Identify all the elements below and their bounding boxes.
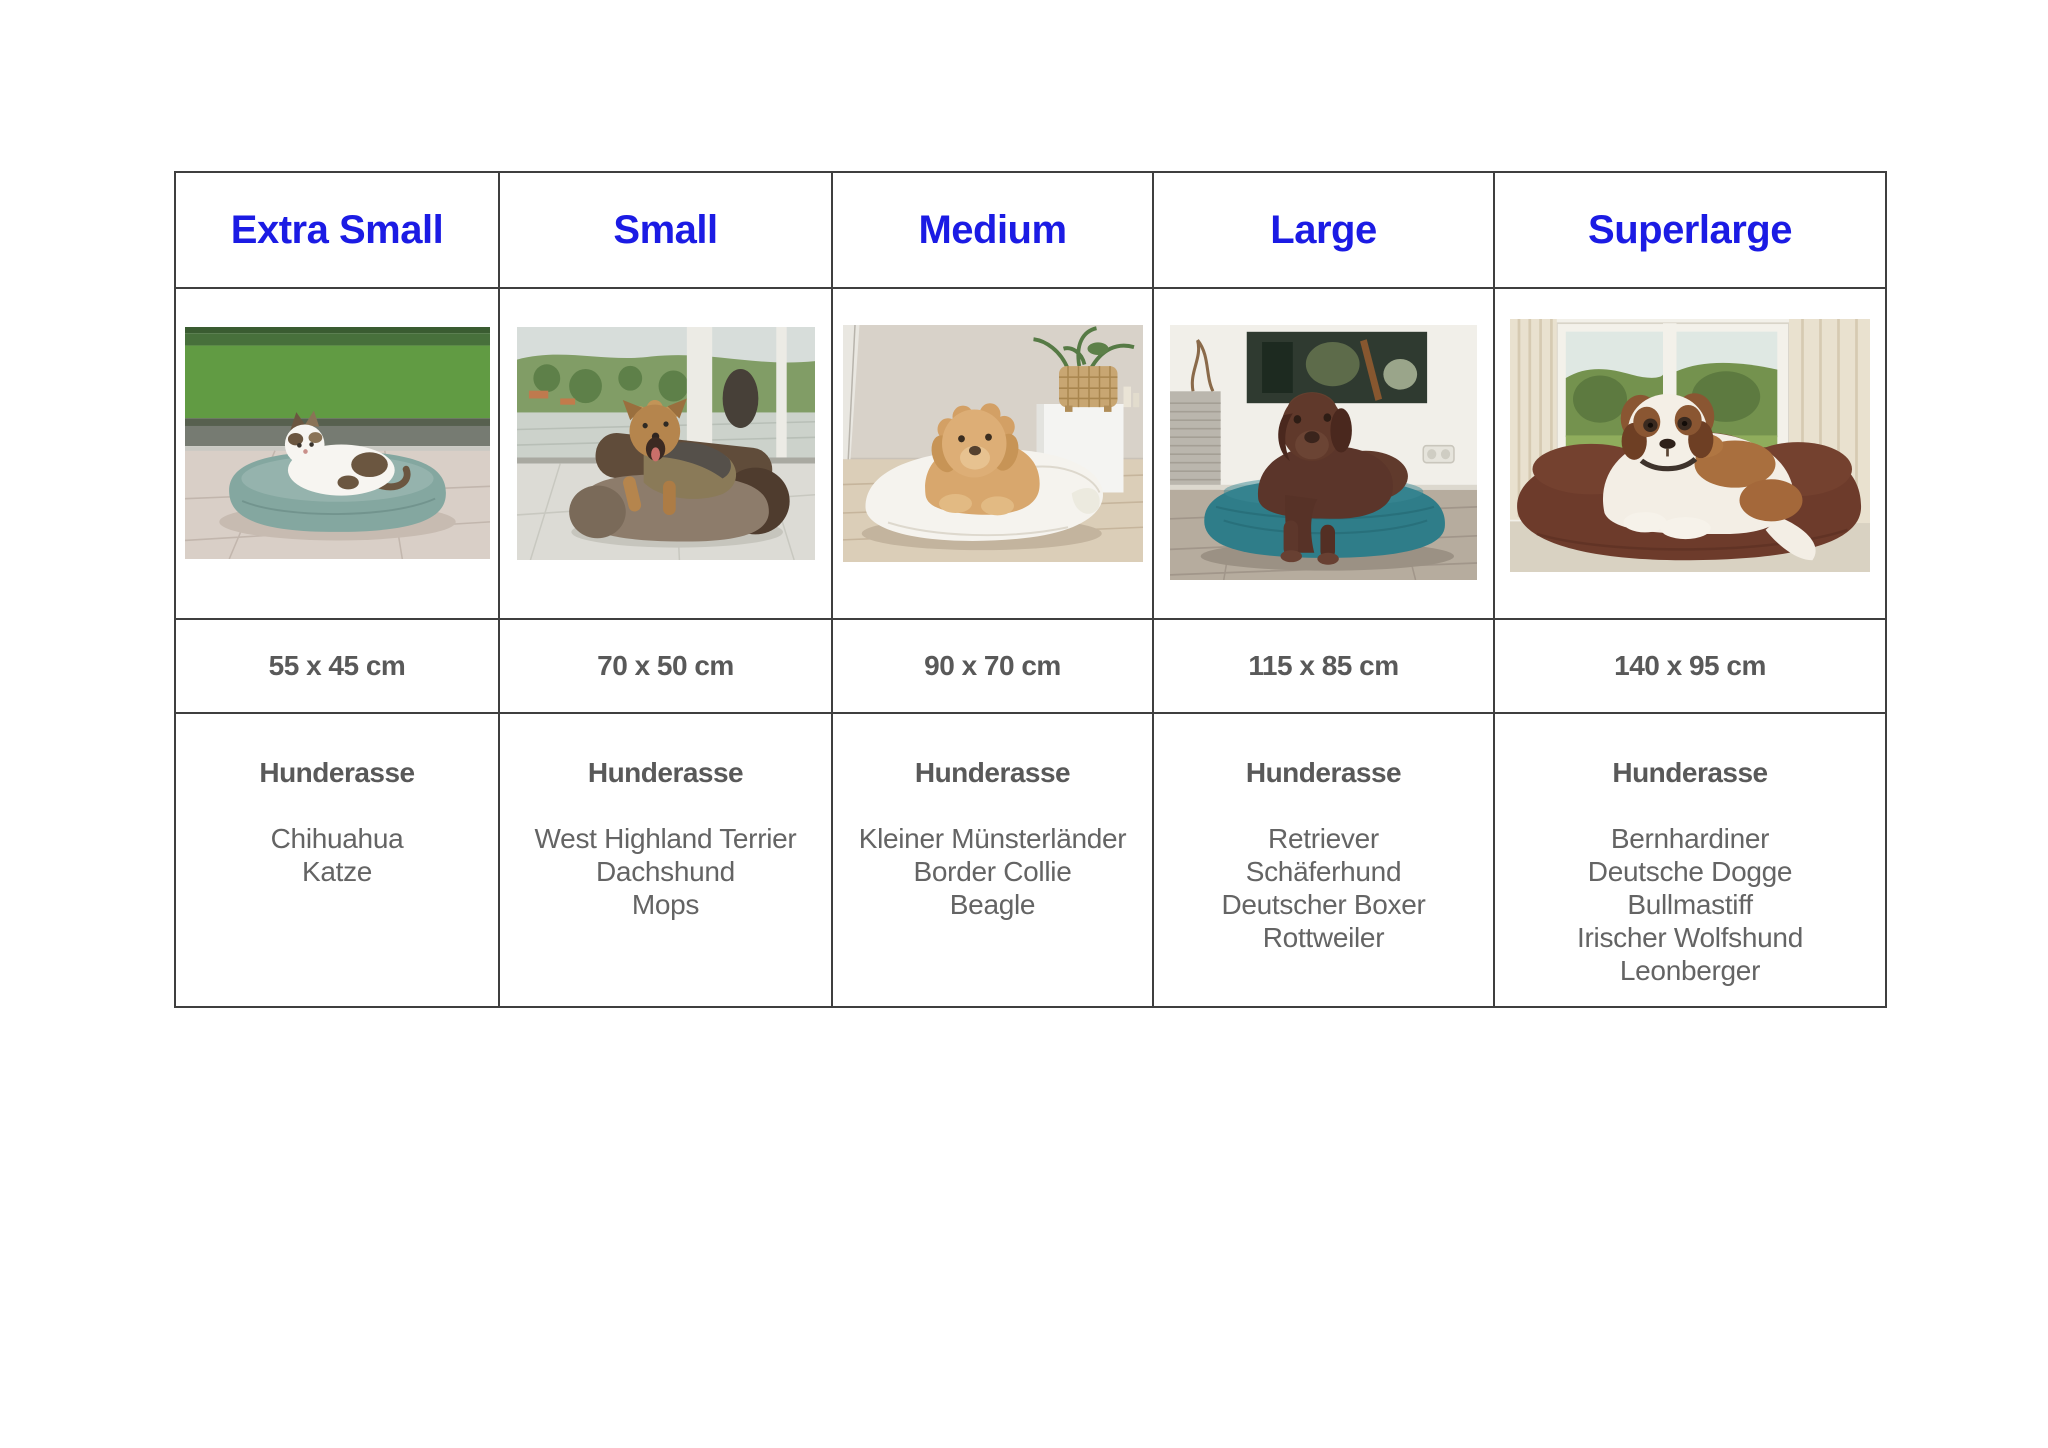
size-cell-medium	[833, 620, 1154, 714]
column-header-label: Medium	[918, 207, 1067, 252]
size-cell-small	[500, 620, 833, 714]
breed-item: Schäferhund	[1245, 856, 1402, 887]
column-header-label: Small	[613, 207, 718, 252]
photo-cell-large	[1154, 289, 1495, 620]
breed-list	[1577, 822, 1803, 987]
column-header-small	[500, 173, 833, 289]
product-photo-extra-small	[185, 327, 490, 559]
breed-item: Katze	[301, 856, 373, 887]
breed-item: West Highland Terrier	[534, 823, 797, 854]
product-photo-superlarge	[1510, 319, 1870, 572]
breeds-cell-large	[1154, 714, 1495, 1006]
breed-list	[271, 822, 404, 888]
photo-cell-superlarge	[1495, 289, 1885, 620]
breed-item: Bullmastiff	[1627, 889, 1753, 920]
breed-item: Chihuahua	[270, 823, 404, 854]
breed-item: Beagle	[949, 889, 1036, 920]
size-cell-superlarge	[1495, 620, 1885, 714]
bed-size-label: 70 x 50 cm	[597, 650, 734, 681]
photo-cell-small	[500, 289, 833, 620]
breeds-title: Hunderasse	[914, 757, 1071, 788]
photo-illustration-doodle-on-white-bed	[843, 325, 1143, 562]
column-header-label: Large	[1270, 207, 1377, 252]
size-cell-extra-small	[176, 620, 500, 714]
photo-cell-extra-small	[176, 289, 500, 620]
breed-item: Mops	[631, 889, 700, 920]
photo-illustration-labrador-on-teal-bed	[1170, 325, 1477, 580]
breed-item: Kleiner Münsterländer	[858, 823, 1127, 854]
breed-item: Dachshund	[596, 856, 735, 887]
product-photo-medium	[843, 325, 1143, 562]
size-cell-large	[1154, 620, 1495, 714]
column-header-large	[1154, 173, 1495, 289]
breed-item: Retriever	[1268, 823, 1379, 854]
breed-item: Leonberger	[1619, 955, 1761, 986]
photo-cell-medium	[833, 289, 1154, 620]
breeds-title: Hunderasse	[1245, 757, 1402, 788]
breed-item: Rottweiler	[1262, 922, 1385, 953]
bed-size-label: 115 x 85 cm	[1248, 650, 1399, 681]
bed-size-label: 140 x 95 cm	[1614, 650, 1766, 681]
column-header-superlarge	[1495, 173, 1885, 289]
bed-size-label: 55 x 45 cm	[268, 650, 406, 681]
column-header-label: Superlarge	[1588, 207, 1792, 252]
breeds-title: Hunderasse	[1612, 757, 1768, 788]
breed-item: Irischer Wolfshund	[1577, 922, 1803, 953]
breed-list	[535, 822, 797, 921]
breed-item: Border Collie	[913, 856, 1072, 887]
breeds-cell-medium	[833, 714, 1154, 1006]
breeds-cell-superlarge	[1495, 714, 1885, 1006]
size-comparison-table	[174, 171, 1887, 1008]
column-header-label: Extra Small	[230, 207, 444, 252]
breed-item: Deutsche Dogge	[1587, 856, 1793, 887]
breeds-cell-extra-small	[176, 714, 500, 1006]
breeds-title: Hunderasse	[259, 757, 415, 788]
photo-illustration-cat-on-teal-bed	[185, 327, 490, 559]
breed-list	[1221, 822, 1425, 954]
photo-illustration-terrier-on-brown-bed	[517, 327, 815, 560]
product-photo-small	[517, 327, 815, 560]
breeds-cell-small	[500, 714, 833, 1006]
breeds-title: Hunderasse	[587, 757, 744, 788]
breed-item: Deutscher Boxer	[1221, 889, 1426, 920]
product-photo-large	[1170, 325, 1477, 580]
column-header-extra-small	[176, 173, 500, 289]
photo-illustration-st-bernard-on-brown-bed	[1510, 319, 1870, 572]
bed-size-label: 90 x 70 cm	[924, 650, 1061, 681]
breed-item: Bernhardiner	[1610, 823, 1770, 854]
breed-list	[859, 822, 1127, 921]
column-header-medium	[833, 173, 1154, 289]
